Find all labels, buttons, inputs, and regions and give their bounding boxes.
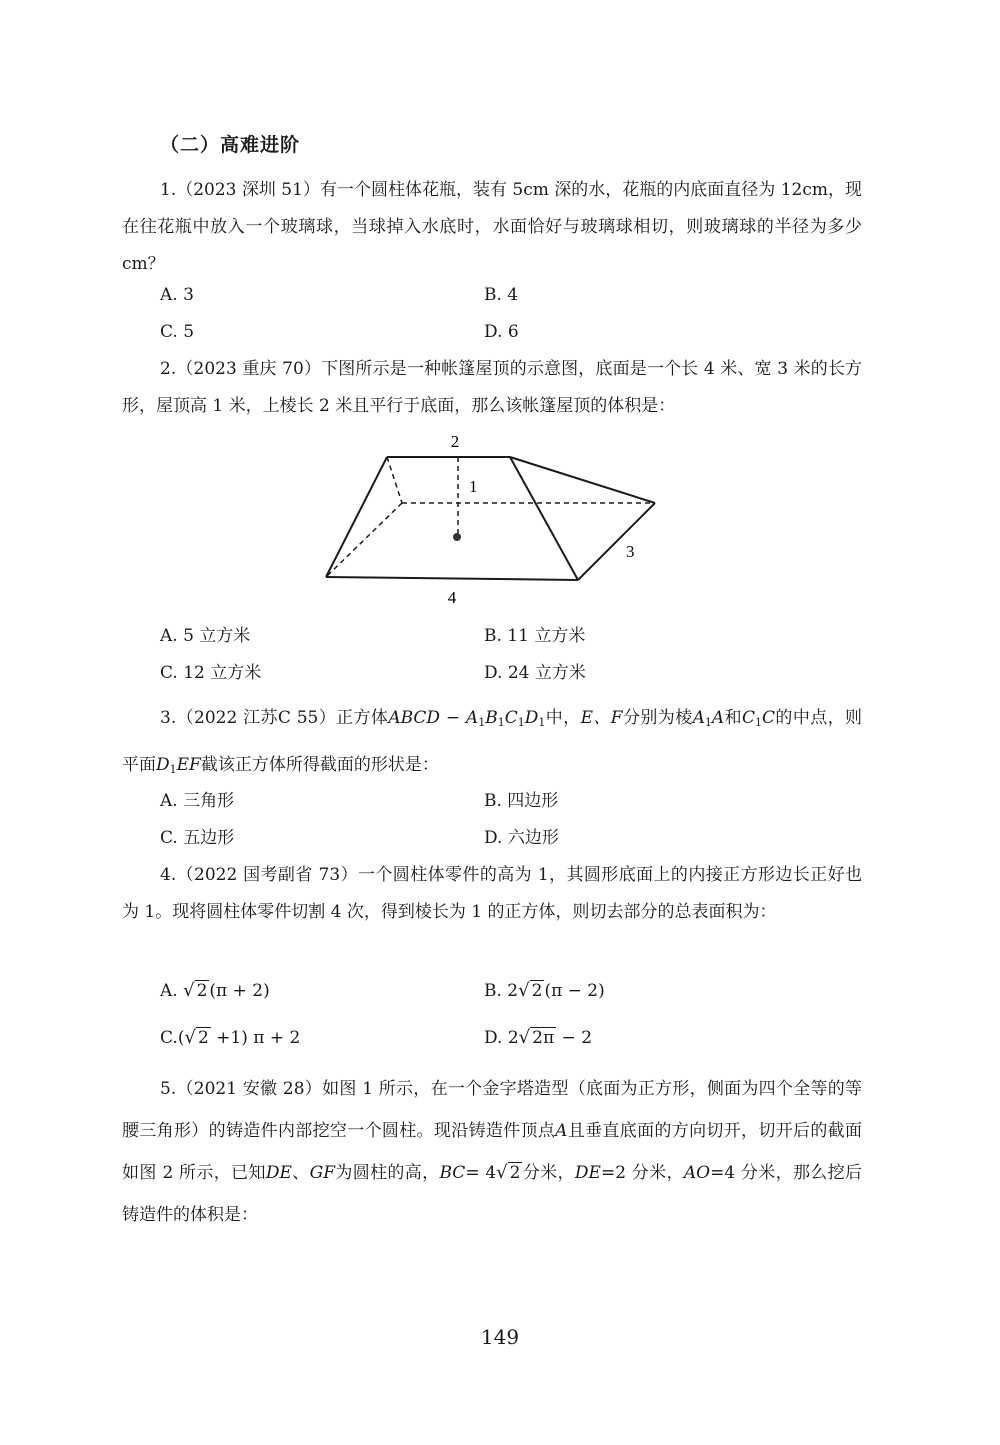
q2-option-a: A. 5 立方米	[160, 626, 251, 646]
points-e-f: E、F	[580, 708, 623, 728]
section-title: （二）高难进阶	[160, 134, 301, 156]
q1-option-d: D. 6	[484, 322, 519, 342]
vertex-a: A	[555, 1121, 568, 1141]
figure-base-center-point	[453, 533, 461, 541]
figure-left-front-edge	[326, 457, 387, 577]
question-5-part6: =4 分米，那么挖后铸造件的体积是：	[122, 1163, 863, 1225]
edge-a1a: $A_1A$	[692, 708, 725, 729]
question-5-part3: 为圆柱的高，	[335, 1163, 440, 1183]
q4-option-b: B. 2√ 2 (π − 2)	[484, 980, 605, 1001]
question-3	[122, 697, 862, 791]
plane-d1ef: $D_1EF$	[156, 755, 201, 776]
question-1	[122, 172, 862, 283]
question-2	[122, 351, 862, 425]
question-5-part1: 5.（2021 安徽 28）如图 1 所示，在一个金字塔造型（底面为正方形，侧面为四个全等的等腰三角形）的铸造件内部挖空一个圆柱。现沿铸造件顶点	[122, 1079, 862, 1141]
figure-label-height: 1	[469, 477, 478, 496]
tent-roof-figure	[310, 425, 680, 615]
page-number: 149	[480, 1325, 520, 1349]
segment-gf: GF	[309, 1163, 335, 1183]
segment-de: DE	[265, 1163, 292, 1183]
q1-option-c: C. 5	[160, 322, 195, 342]
q1-option-b: B. 4	[484, 285, 519, 305]
question-5: 5.（2021 安徽 28）如图 1 所示，在一个金字塔造型（底面为正方形，侧面为四个全等的等腰三角形）的铸造件内部挖空一个圆柱。现沿铸造件顶点A且垂直底面的方向切开，切开后的截面如图 2 所示，已知DE、GF为圆柱的高，BC= 4√ 2 分米，DE=2 分米，AO=4 分米，那么挖后铸造件的体积是：	[122, 1079, 863, 1225]
q4-option-b-prefix: B.	[484, 981, 502, 1001]
segment-de-2: DE	[574, 1163, 601, 1183]
question-3-mid1: 中，	[545, 708, 581, 728]
q4-option-c: C.(√ 2 +1) π + 2	[160, 1027, 301, 1048]
q3-option-b: B. 四边形	[484, 791, 559, 811]
figure-right-side-edge	[578, 503, 655, 580]
question-3-prefix: 3.（2022 江苏C 55）正方体	[160, 708, 389, 728]
q1-option-a: A. 3	[160, 285, 194, 305]
q4-option-a-prefix: A.	[160, 981, 178, 1001]
question-2-text: 2.（2023 重庆 70）下图所示是一种帐篷屋顶的示意图，底面是一个长 4 米、宽 3 米的长方形，屋顶高 1 米，上棱长 2 米且平行于底面，那么该帐篷屋顶的体积是：	[122, 359, 862, 416]
q2-option-c: C. 12 立方米	[160, 663, 262, 683]
figure-hidden-left-side-edge	[326, 503, 402, 577]
figure-label-width: 3	[626, 542, 635, 561]
q3-option-d: D. 六边形	[484, 828, 559, 848]
segment-bc: BC	[439, 1163, 466, 1183]
figure-label-top: 2	[450, 432, 460, 451]
q3-option-a: A. 三角形	[160, 791, 235, 811]
question-3-mid3: 的中点，则平面	[122, 708, 863, 775]
cube-base-letters: ABCD	[388, 708, 441, 728]
question-5-part4: 分米，	[522, 1163, 575, 1183]
question-3-mid4: 截该正方体所得截面的形状是：	[200, 755, 439, 775]
q2-option-d: D. 24 立方米	[484, 663, 586, 683]
q2-option-b: B. 11 立方米	[484, 626, 586, 646]
edge-c1c: $C_1C$	[741, 708, 776, 729]
figure-label-length: 4	[447, 588, 457, 607]
question-1-text: 1.（2023 深圳 51）有一个圆柱体花瓶，装有 5cm 深的水，花瓶的内底面直径为 12cm，现在往花瓶中放入一个玻璃球，当球掉入水底时，水面恰好与玻璃球相切，则玻璃球的半径为多少 cm？	[122, 180, 862, 274]
question-3-mid2: 分别为棱	[622, 708, 693, 728]
question-5-part2: 且垂直底面的方向切开，切开后的截面如图 2 所示，已知	[122, 1121, 863, 1183]
figure-hidden-left-back-edge	[387, 457, 402, 503]
q4-option-d: D. 2√ 2π − 2	[484, 1027, 593, 1048]
q3-option-c: C. 五边形	[160, 828, 235, 848]
question-5-separator: 、	[291, 1163, 310, 1183]
figure-bottom-front-edge	[326, 577, 578, 580]
question-5-part5: =2 分米，	[600, 1163, 684, 1183]
q4-option-a: A. √ 2 (π + 2)	[160, 980, 270, 1001]
q4-option-d-prefix: D.	[484, 1028, 503, 1048]
question-4-text: 4.（2022 国考副省 73）一个圆柱体零件的高为 1，其圆形底面上的内接正方形边长正好也为 1。现将圆柱体零件切割 4 次，得到棱长为 1 的正方体，则切去部分的总表面积为：	[122, 865, 862, 922]
segment-ao: AO	[683, 1163, 711, 1183]
question-3-and: 和	[724, 708, 742, 728]
cube-name: ABCD − $A_1B_1C_1D_1$	[388, 708, 546, 729]
q4-option-c-prefix: C.	[160, 1028, 178, 1048]
question-4	[122, 857, 862, 931]
